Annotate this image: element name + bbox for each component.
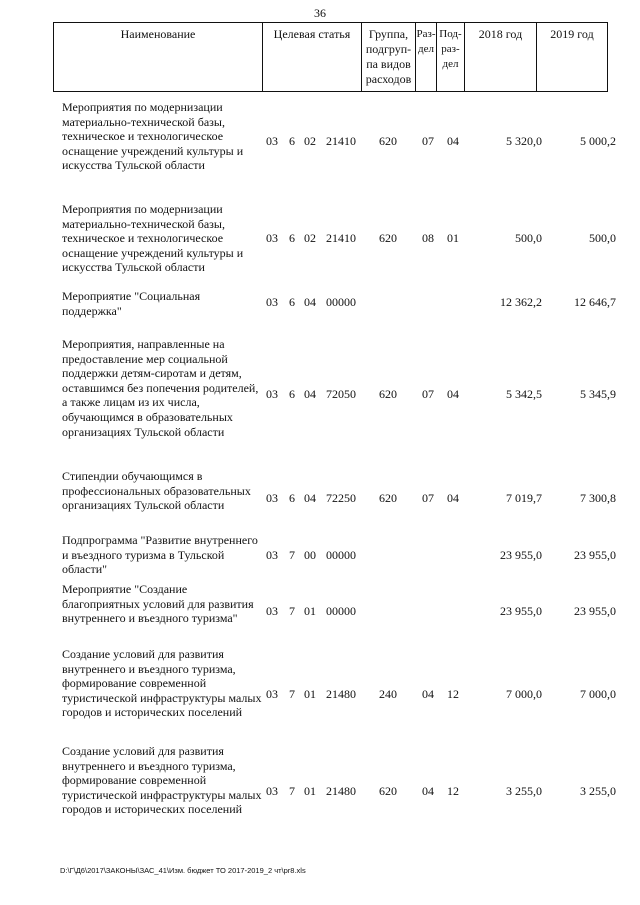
code-1: 03: [266, 784, 278, 798]
value-2018: 23 955,0: [500, 548, 542, 562]
value-2018: 7 019,7: [506, 491, 542, 505]
header-target: Целевая статья: [262, 23, 361, 91]
value-2018: 3 255,0: [506, 784, 542, 798]
group-code: 620: [379, 134, 397, 148]
razdel-code: 07: [422, 387, 434, 401]
value-2019: 23 955,0: [574, 548, 616, 562]
code-4: 00000: [326, 548, 356, 562]
razdel-code: 08: [422, 231, 434, 245]
header-2018: 2018 год: [464, 23, 536, 91]
value-2019: 7 000,0: [580, 687, 616, 701]
row-name: Мероприятия по модернизации материально-технической базы, техническое и технологическое оснащение учреждений культуры и искусства Тульской области: [62, 202, 244, 275]
value-2019: 5 000,2: [580, 134, 616, 148]
header-razdel: Раз-дел: [415, 23, 436, 91]
code-3: 04: [304, 387, 316, 401]
code-3: 02: [304, 134, 316, 148]
code-1: 03: [266, 604, 278, 618]
header-group: Группа, подгруп-па видов расходов: [361, 23, 415, 91]
value-2018: 7 000,0: [506, 687, 542, 701]
row-name: Мероприятия, направленные на предоставление мер социальной поддержки детям-сиротам и детям, оставшимся без попечения родителей, а также лицам из их числа, обучающимся в образовательных организациях Тульской области: [62, 337, 259, 439]
code-4: 00000: [326, 295, 356, 309]
value-2019: 23 955,0: [574, 604, 616, 618]
group-code: 620: [379, 491, 397, 505]
podrazdel-code: 12: [447, 687, 459, 701]
header-podrazdel: Под-раз-дел: [436, 23, 464, 91]
value-2019: 7 300,8: [580, 491, 616, 505]
value-2018: 12 362,2: [500, 295, 542, 309]
code-3: 00: [304, 548, 316, 562]
header-2019: 2019 год: [536, 23, 608, 91]
file-path-footer: D:\Г\Д6\2017\ЗАКОНЫ\ЗАС_41\Изм. бюджет ТО 2017-2019_2 чт\pr8.xls: [60, 866, 306, 875]
row-name: Мероприятие "Социальная поддержка": [62, 289, 201, 318]
code-2: 7: [289, 548, 295, 562]
group-code: 240: [379, 687, 397, 701]
group-code: 620: [379, 231, 397, 245]
row-name: Мероприятие "Создание благоприятных условий для развития внутреннего и въездного туризма": [62, 582, 254, 626]
code-2: 6: [289, 491, 295, 505]
razdel-code: 04: [422, 687, 434, 701]
value-2019: 12 646,7: [574, 295, 616, 309]
code-3: 02: [304, 231, 316, 245]
row-name: Стипендии обучающимся в профессиональных образовательных организациях Тульской области: [62, 469, 251, 513]
razdel-code: 04: [422, 784, 434, 798]
value-2019: 500,0: [589, 231, 616, 245]
code-2: 7: [289, 784, 295, 798]
podrazdel-code: 04: [447, 134, 459, 148]
row-name: Создание условий для развития внутреннего и въездного туризма, формирование современной туристической инфраструктуры малых городов и исторических поселений: [62, 744, 262, 817]
value-2018: 5 342,5: [506, 387, 542, 401]
code-1: 03: [266, 231, 278, 245]
code-4: 72050: [326, 387, 356, 401]
group-code: 620: [379, 387, 397, 401]
value-2018: 23 955,0: [500, 604, 542, 618]
code-1: 03: [266, 295, 278, 309]
code-3: 01: [304, 687, 316, 701]
code-4: 21410: [326, 231, 356, 245]
code-3: 01: [304, 784, 316, 798]
row-name: Создание условий для развития внутреннего и въездного туризма, формирование современной туристической инфраструктуры малых городов и исторических поселений: [62, 647, 262, 720]
code-2: 7: [289, 604, 295, 618]
code-4: 72250: [326, 491, 356, 505]
code-1: 03: [266, 491, 278, 505]
code-2: 6: [289, 295, 295, 309]
podrazdel-code: 12: [447, 784, 459, 798]
podrazdel-code: 01: [447, 231, 459, 245]
row-name: Подпрограмма "Развитие внутреннего и въездного туризма в Тульской области": [62, 533, 258, 577]
code-1: 03: [266, 548, 278, 562]
code-3: 01: [304, 604, 316, 618]
code-4: 21410: [326, 134, 356, 148]
code-3: 04: [304, 491, 316, 505]
code-2: 6: [289, 231, 295, 245]
code-1: 03: [266, 687, 278, 701]
razdel-code: 07: [422, 134, 434, 148]
value-2019: 5 345,9: [580, 387, 616, 401]
code-4: 21480: [326, 784, 356, 798]
group-code: 620: [379, 784, 397, 798]
code-2: 6: [289, 387, 295, 401]
code-4: 21480: [326, 687, 356, 701]
value-2018: 500,0: [515, 231, 542, 245]
podrazdel-code: 04: [447, 491, 459, 505]
header-name: Наименование: [53, 23, 262, 91]
code-1: 03: [266, 387, 278, 401]
code-4: 00000: [326, 604, 356, 618]
code-2: 7: [289, 687, 295, 701]
razdel-code: 07: [422, 491, 434, 505]
value-2019: 3 255,0: [580, 784, 616, 798]
value-2018: 5 320,0: [506, 134, 542, 148]
code-2: 6: [289, 134, 295, 148]
row-name: Мероприятия по модернизации материально-технической базы, техническое и технологическое оснащение учреждений культуры и искусства Тульской области: [62, 100, 244, 173]
podrazdel-code: 04: [447, 387, 459, 401]
code-3: 04: [304, 295, 316, 309]
page-number: 36: [314, 6, 326, 20]
code-1: 03: [266, 134, 278, 148]
